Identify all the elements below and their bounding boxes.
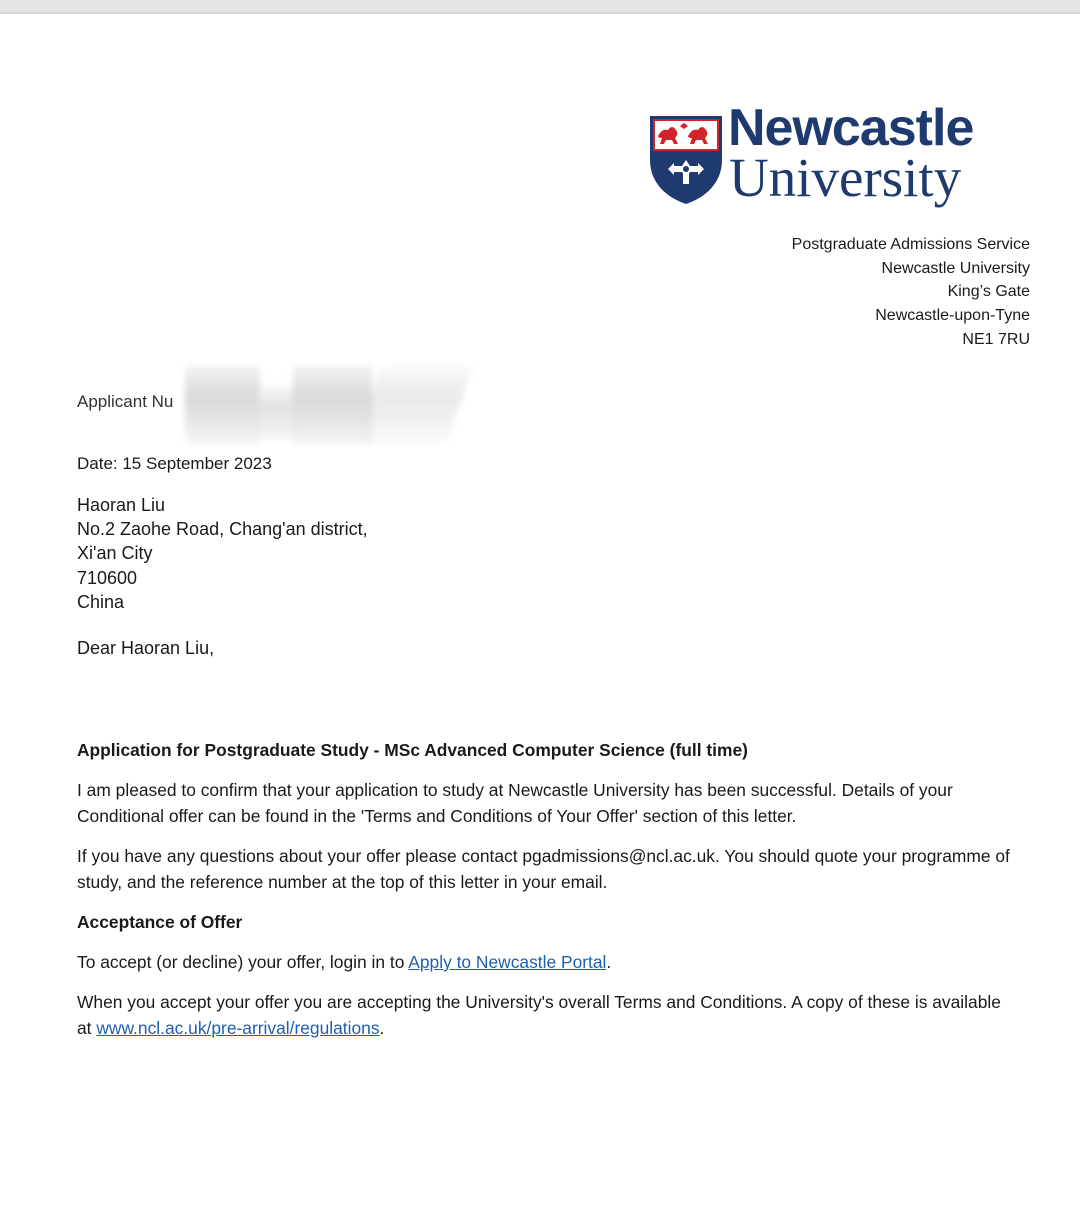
accept-instructions-paragraph — [77, 949, 1017, 975]
recipient-line: Xi'an City — [77, 543, 153, 564]
subject-heading: Application for Postgraduate Study - MSc Advanced Computer Science (full time) — [77, 740, 748, 760]
logo-wordmark-newcastle: Newcastle — [728, 99, 974, 157]
offer-confirmation-paragraph: I am pleased to confirm that your application to study at Newcastle University has been successful. Details of your Conditional offer can be found in the 'Terms and Conditions of Your Offer' section of this letter. — [77, 780, 953, 826]
salutation: Dear Haoran Liu, — [77, 638, 215, 658]
apply-portal-link[interactable]: Apply to Newcastle Portal — [408, 952, 607, 972]
redaction-smudge — [185, 366, 260, 444]
sender-address — [792, 233, 1030, 352]
applicant-number-label: Applicant Nu — [77, 392, 174, 411]
letter-page — [0, 14, 1080, 1205]
newcastle-university-logo — [650, 99, 990, 219]
recipient-line: 710600 — [77, 567, 138, 588]
logo-wordmark-university: University — [729, 147, 962, 208]
letter-body — [77, 737, 1017, 1055]
accept-text-end: . — [606, 952, 612, 972]
address-line: NE1 7RU — [962, 330, 1030, 348]
recipient-line: China — [77, 591, 125, 612]
regulations-link[interactable]: www.ncl.ac.uk/pre-arrival/regulations — [96, 1018, 380, 1038]
recipient-line: No.2 Zaohe Road, Chang'an district, — [77, 519, 368, 540]
accept-text: To accept (or decline) your offer, login in to — [77, 952, 409, 972]
address-line: Postgraduate Admissions Service — [791, 236, 1030, 253]
recipient-line: Haoran Liu — [77, 495, 166, 515]
university-crest-icon — [650, 116, 722, 204]
acceptance-heading: Acceptance of Offer — [77, 912, 243, 932]
address-line: Newcastle-upon-Tyne — [875, 307, 1030, 325]
terms-text-end: . — [379, 1018, 385, 1038]
redaction-smudge — [258, 386, 298, 441]
terms-paragraph — [77, 989, 1017, 1041]
address-line: Newcastle University — [881, 259, 1030, 277]
recipient-address — [77, 493, 368, 614]
letter-date: Date: 15 September 2023 — [77, 454, 272, 473]
terms-text: When you accept your offer you are accepting the University's overall Terms and Conditions. A copy of these is available at — [77, 992, 1001, 1038]
contact-paragraph: If you have any questions about your offer please contact pgadmissions@ncl.ac.uk. You should quote your programme of study, and the reference number at the top of this letter in your email. — [77, 846, 1010, 892]
address-line: King’s Gate — [947, 283, 1030, 301]
